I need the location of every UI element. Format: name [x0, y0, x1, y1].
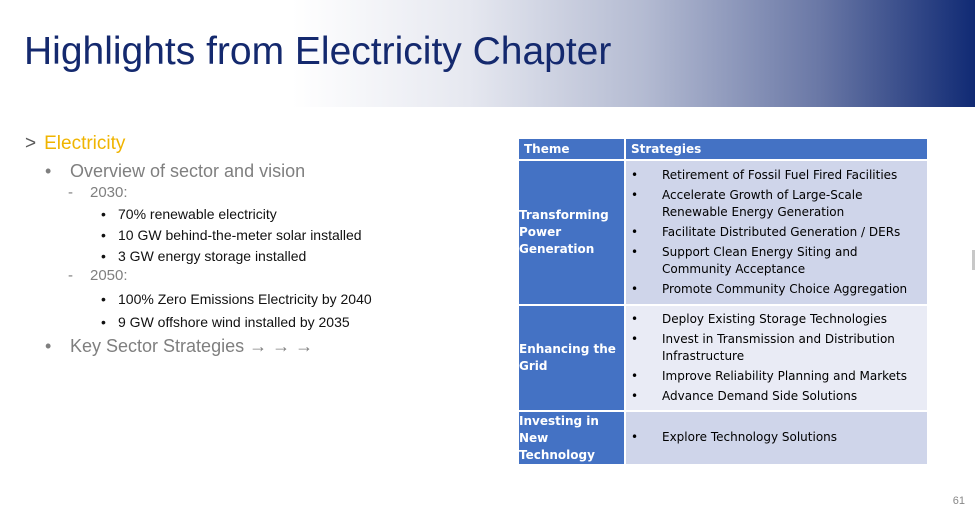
header-theme: Theme: [518, 138, 625, 160]
bullet-overview-label: Overview of sector and vision: [70, 161, 306, 181]
list-item: • Deploy Existing Storage Technologies: [631, 311, 888, 326]
table-row: [518, 305, 928, 411]
list-item: • 70% renewable electricity: [101, 206, 277, 222]
list-item: • 3 GW energy storage installed: [101, 248, 307, 264]
strategies-table: [517, 137, 929, 466]
bullet-dot: •: [45, 161, 52, 181]
list-item: • Facilitate Distributed Generation / DERs: [631, 224, 901, 239]
bullet-electricity: [25, 133, 125, 155]
list-item: • 10 GW behind-the-meter solar installed: [101, 227, 362, 243]
bullet-dot: •: [45, 336, 52, 356]
table-row: [518, 411, 928, 465]
table-row: [518, 160, 928, 305]
strategies-cell: [625, 305, 928, 411]
bullet-2050: [68, 267, 128, 284]
list-item: • Advance Demand Side Solutions: [631, 388, 858, 403]
list-item: • Invest in Transmission and Distribution Infrastructure: [631, 331, 895, 363]
table-header-row: [518, 138, 928, 160]
list-item-text: 9 GW offshore wind installed by 2035: [118, 314, 350, 330]
bullet-key-strategies: [45, 336, 313, 357]
list-item-text: 3 GW energy storage installed: [118, 248, 307, 264]
chevron-marker: >: [25, 133, 37, 154]
list-item-text: 10 GW behind-the-meter solar installed: [118, 227, 362, 243]
list-item: • 9 GW offshore wind installed by 2035: [101, 314, 350, 330]
slide-title: Highlights from Electricity Chapter: [24, 30, 612, 73]
bullet-2030-label: 2030:: [90, 184, 128, 201]
list-item: • Support Clean Energy Siting and Community Acceptance: [631, 244, 858, 276]
strategies-cell: [625, 160, 928, 305]
list-item: • 100% Zero Emissions Electricity by 2040: [101, 291, 372, 307]
theme-cell: Enhancing the Grid: [518, 305, 625, 411]
list-item: • Retirement of Fossil Fuel Fired Facilities: [631, 167, 898, 182]
list-item-text: 100% Zero Emissions Electricity by 2040: [118, 291, 372, 307]
page-number: 61: [952, 495, 965, 507]
list-item: • Improve Reliability Planning and Markets: [631, 368, 907, 383]
theme-cell: Investing in New Technology: [518, 411, 625, 465]
strategies-cell: [625, 411, 928, 465]
header-strategies: Strategies: [625, 138, 928, 160]
bullet-overview: [45, 161, 305, 182]
bullet-key-label: Key Sector Strategies → → →: [70, 336, 314, 356]
theme-cell: Transforming Power Generation: [518, 160, 625, 305]
list-item: • Explore Technology Solutions: [631, 430, 838, 444]
list-item-text: 70% renewable electricity: [118, 206, 277, 222]
bullet-electricity-label: Electricity: [44, 133, 126, 154]
dash-marker: -: [68, 184, 73, 201]
dash-marker: -: [68, 267, 73, 284]
bullet-2050-label: 2050:: [90, 267, 128, 284]
bullet-2030: [68, 184, 128, 201]
list-item: • Accelerate Growth of Large-Scale Renewable Energy Generation: [631, 187, 863, 219]
list-item: • Promote Community Choice Aggregation: [631, 281, 908, 296]
